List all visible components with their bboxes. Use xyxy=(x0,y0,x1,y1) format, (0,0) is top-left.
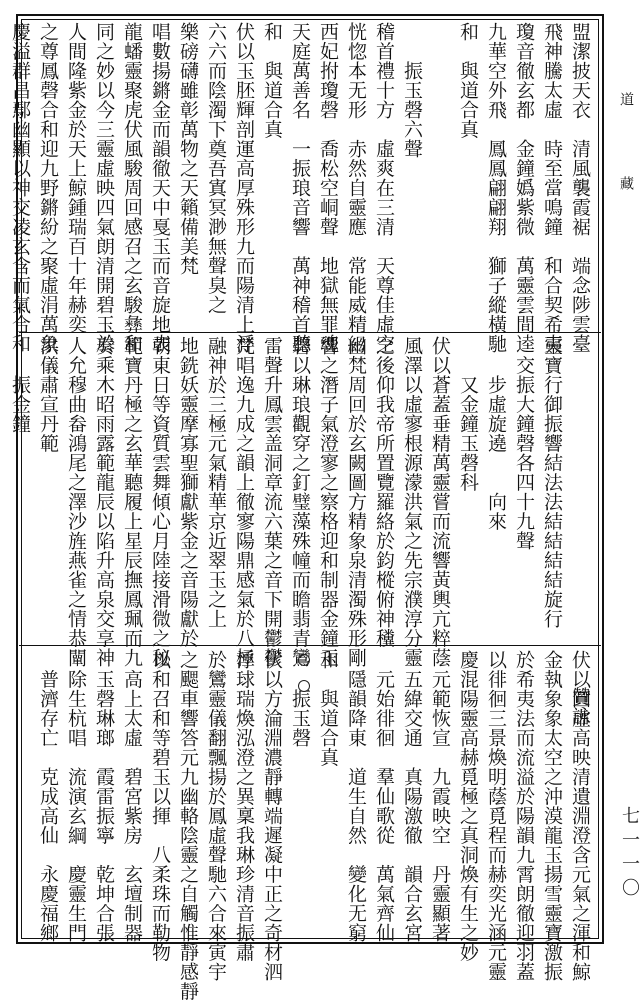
text-column: 振金鐘 xyxy=(9,336,31,434)
text-column: 和 與道合真 xyxy=(261,22,283,139)
text-column: 元始徘徊 羣仙歌從 萬氣齊仙 xyxy=(373,650,395,943)
text-column: 瓊音徹玄都 金鐘嬀紫微 萬靈雲間逵 xyxy=(513,22,535,354)
text-column: 伏以圓虛高映清遺淵澄含元氣之渾和鯨 xyxy=(569,650,591,982)
text-column xyxy=(426,22,454,330)
text-column: 之颸車響答元九幽輅陰靈之自觸惟靜感靜 xyxy=(177,650,199,1001)
column-group-top xyxy=(6,22,594,354)
text-column: 於希夷法而流溢於陽韻九霄朗徹迎羽蓋 xyxy=(513,650,535,982)
text-column: 五緯交通 真陽激徹 韻合玄宮 xyxy=(401,650,423,943)
text-column: 伏以蒼蓋垂精萬靈嘗而流響黃輿亢粹蔭 xyxy=(429,336,451,668)
page-number: 七一一〇 xyxy=(619,806,640,902)
text-column: 之尊鳳磬合和迎九野鏘紛之聚虛涓萬象 xyxy=(37,22,59,354)
text-column: 朝東日等資質雲舞傾心月陸接滑微之秘 xyxy=(149,336,171,668)
text-column: 步虛旋遶 向來 xyxy=(485,336,507,531)
text-column: 和 與道合真 xyxy=(317,650,339,767)
text-column: 地銑妖靈摩寡聖獅獻紫金之音陽獻於 xyxy=(177,336,199,648)
text-column: 梵唱逸九成之韻上徹寥陽鼎感氣於八極 xyxy=(233,336,255,668)
text-column: 奏乘木昭雨露範龍辰以陷升高泉交享神 xyxy=(93,336,115,668)
text-column: 於鸞靈儀翻飄揚於鳳虛聲馳六合來寅宇 xyxy=(205,650,227,982)
text-column: 恍惚本无形 赤然自靈應 常能威精𥾏 xyxy=(345,22,367,354)
text-column: 振玉磬 xyxy=(289,650,311,748)
text-column: 隱韻降東 道生自然 變化无窮 xyxy=(345,650,367,943)
text-column: 六六而陰濁下奠吾寘冥渺無聲臭之 xyxy=(205,22,227,315)
text-column: 又金鐘玉磬科 xyxy=(457,336,479,492)
circle-mark-icon xyxy=(298,680,310,692)
text-column: 除生杭唱 流演玄綱 慶靈生門 xyxy=(65,650,87,943)
text-column: 西妃拊瓊磬 喬松空峒聲 地獄無罪魂 xyxy=(317,22,339,354)
text-panel-top xyxy=(9,22,598,354)
circle-mark-icon xyxy=(298,654,310,666)
text-column: 以徘徊三景煥明蔭覓程而赫奕光涵元靈 xyxy=(485,650,507,982)
text-column: 玉磬琳瑯 霞雷振寧 乾坤合張 xyxy=(93,650,115,943)
text-column: 稽首禮十方 虛爽在三清 天尊佳虛空 xyxy=(373,22,395,354)
text-column: 天庭萬善名 一振琅音響 萬神稽首聽 xyxy=(289,22,311,354)
text-column: 振玉磬六聲 xyxy=(401,22,423,159)
text-column: 靈寶行御振響結法法結結結結旋行 xyxy=(541,336,563,629)
text-column: 龍蟠靈聚虎伏風駿周回感召之玄駿彝和 xyxy=(121,22,143,354)
text-panel-bottom xyxy=(22,650,598,1001)
text-column: 金執象象太空之沖漠龍玉揚雪靈寶激振 xyxy=(541,650,563,982)
text-column: 雷聲升鳳雲盖洞章流六葉之音下開鬱鬱 xyxy=(261,336,283,668)
text-column: 人間隆紫金於天上鯨鍾瑞百十年赫奕 xyxy=(65,22,87,334)
text-column: 飛神騰太虛 時至當鳴鐘 和合契希夷 xyxy=(541,22,563,354)
text-column: 浮球瑞煥泓澄之異稟我琳珍清音振肅 xyxy=(233,650,255,962)
text-column: 範寶丹極之玄華聽履上星辰撫鳳珮而九 xyxy=(121,336,143,668)
text-column: 風澤以虛寥根源濛洪氣之先宗濮淳分靈 xyxy=(401,336,423,668)
text-column: 九華空外飛 鳳鳳翩翩翔 獅子縱橫馳 xyxy=(485,22,507,354)
text-column: 贊詠 xyxy=(569,336,591,726)
text-column: 伏以玉胚輝剖運高厚殊形九而陽清上浮 xyxy=(233,22,255,354)
text-column: 樂磅礴雖彰萬物之天籟備美梵 xyxy=(177,22,199,276)
text-column: 磬以琳琅觀穿之釘璧藻殊幢而瞻翡青鸞 xyxy=(289,336,311,668)
text-column: 慶溢群昌鄢幽顯以神交凌玄含而氣合和 xyxy=(9,22,31,354)
text-column: 高上太虛 碧宮紫房 玄壇制器 xyxy=(121,650,143,943)
text-column: 元範恢宣 九霞映空 丹靈顯著 xyxy=(429,650,451,943)
column-group-bottom xyxy=(34,650,594,1001)
text-column: 交振大鐘磬各四十九聲 xyxy=(513,336,535,551)
text-column: 幽梵周回於玄闕圖方精象泉清濁殊形剛 xyxy=(345,336,367,668)
margin-title: 道 藏 xyxy=(618,92,634,218)
text-column: 普濟存亡 克成高仙 永慶福鄉 xyxy=(37,650,59,943)
text-column: 融神於三極元氣精華京近翠玉之上 xyxy=(205,336,227,629)
text-column: 響之潛子氣澄寥之察格迎和制器金鐘玉 xyxy=(317,336,339,668)
text-column: 之後仰我帝所置覽羅絡於鈞樅俯神䆏 xyxy=(373,336,395,648)
text-column: 伏以方淪淵濃靜轉端遲凝中正之奇材泗 xyxy=(261,650,283,982)
text-column: 同之妙以今三靈虛映四氣朗清開碧玉於 xyxy=(93,22,115,354)
text-column: 以和召和等碧玉以揮 八柔珠而勒物 xyxy=(149,650,171,962)
text-column: 和 與道合真 xyxy=(457,22,479,139)
text-column: 人允穆曲畚鴻尾之澤沙旌燕雀之情恭闡 xyxy=(65,336,87,668)
text-column: 盟潔披天衣 清風襲霞裾 端念陟雲臺 xyxy=(569,22,591,354)
text-column: 洪儀肅宣丹範 xyxy=(37,336,59,453)
text-column: 慶混陽靈高赫覓極之真洞煥有生之妙 xyxy=(457,650,479,962)
text-column: 唱數揚鏘金而韻徹天中戛玉而音旋地表 xyxy=(149,22,171,354)
